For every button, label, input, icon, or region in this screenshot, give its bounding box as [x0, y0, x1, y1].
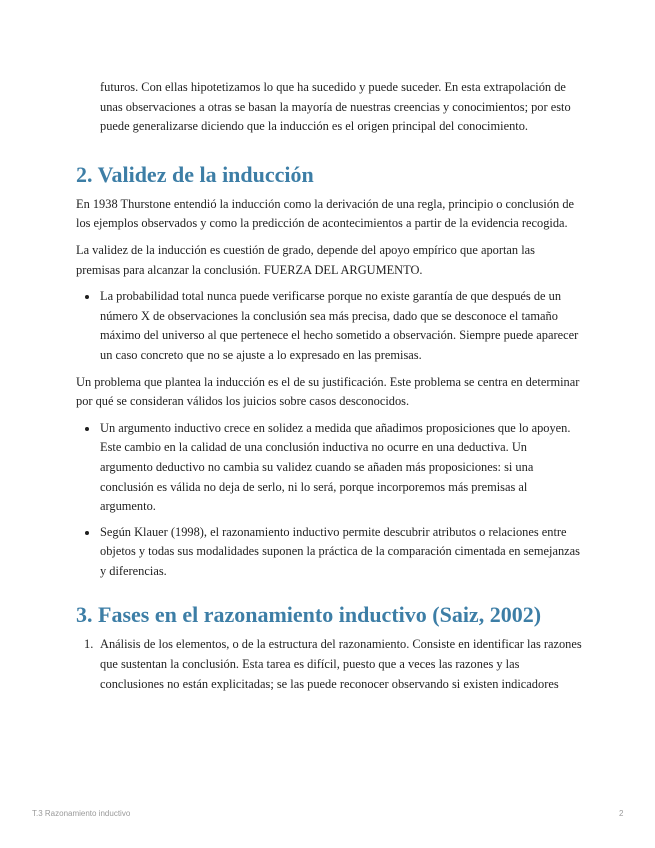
list-item-number: 1.	[84, 637, 94, 652]
page-content	[76, 78, 582, 701]
list-item-text: Un argumento inductivo crece en solidez a medida que añadimos proposiciones que lo apoyen. Este cambio en la calidad de una conclusión inductiva no ocurre en una deductiva. Un argumento deductivo no cambia su validez cuando se añaden más proposiciones: si una conclusión es válida no deja de serlo, ni lo será, porque incorporemos más premisas al argumento.	[100, 420, 571, 514]
bullet-icon	[85, 531, 89, 535]
list-item	[76, 419, 582, 517]
list-item	[76, 287, 582, 365]
section-2-heading: 2. Validez de la inducción	[76, 161, 314, 187]
page-number: 2	[619, 809, 624, 818]
bullet-list-1	[76, 287, 582, 365]
list-item-text: Análisis de los elementos, o de la estructura del razonamiento. Consiste en identificar las razones que sustentan la conclusión. Esta tarea es difícil, puesto que a veces las razones y las conclusiones no están explicitadas; se las puede reconocer observando si existen indicadores	[100, 637, 582, 691]
list-item	[76, 523, 582, 582]
footer-title: T.3 Razonamiento inductivo	[32, 809, 131, 818]
bullet-icon	[85, 295, 89, 299]
list-item-text: Según Klauer (1998), el razonamiento inductivo permite descubrir atributos o relaciones entre objetos y todas sus modalidades suponen la práctica de la comparación cimentada en semejanzas y diferencias.	[100, 524, 580, 578]
section-3-heading: 3. Fases en el razonamiento inductivo (Saiz, 2002)	[76, 602, 542, 628]
intro-continuation: futuros. Con ellas hipotetizamos lo que ha sucedido y puede suceder. En esta extrapolación de unas observaciones a otras se basan la mayoría de nuestras creencias y conocimientos; por esto puede generalizarse diciendo que la inducción es el origen principal del conocimiento.	[100, 80, 571, 134]
section-2-paragraph-1: En 1938 Thurstone entendió la inducción como la derivación de una regla, principio o conclusión de los ejemplos observados y como la predicción de acontecimientos a partir de la evidencia recogida.	[76, 196, 575, 231]
bullet-icon	[85, 427, 89, 431]
list-item	[76, 635, 582, 694]
section-2-paragraph-3: Un problema que plantea la inducción es el de su justificación. Este problema se centra en determinar por qué se consideran válidos los juicios sobre casos desconocidos.	[76, 374, 580, 409]
numbered-list	[76, 635, 582, 694]
section-2-paragraph-2: La validez de la inducción es cuestión de grado, depende del apoyo empírico que aportan las premisas para alcanzar la conclusión. FUERZA DEL ARGUMENTO.	[76, 242, 535, 277]
bullet-list-2	[76, 419, 582, 582]
list-item-text: La probabilidad total nunca puede verificarse porque no existe garantía de que después de un número X de observaciones la conclusión sea más precisa, dado que se desconoce el tamaño máximo del universo al que pertenece el hecho sometido a observación. Siempre puede aparecer un caso concreto que no se ajuste a lo expresado en las premisas.	[100, 289, 579, 362]
